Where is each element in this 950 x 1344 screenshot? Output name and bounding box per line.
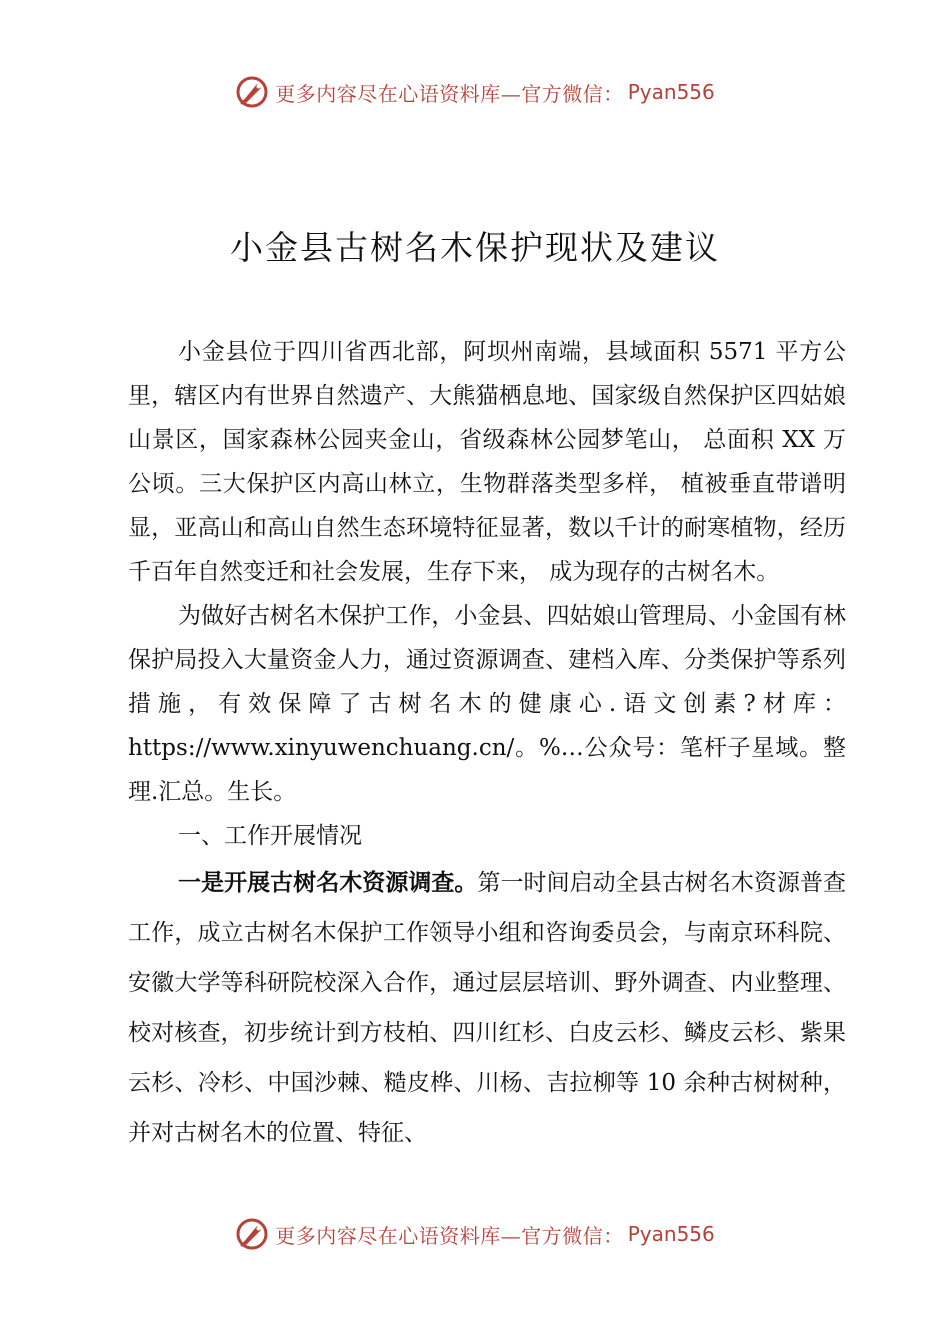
watermark-banner-top <box>0 72 950 112</box>
paragraph-protection: 为做好古树名木保护工作，小金县、四姑娘山管理局、小金国有林保护局投入大量资金人力，通过资源调查、建档入库、分类保护等系列措施，有效保障了古树名木的健康心.语文创素?材库：https://www.xinyuwenchuang.cn/。%…公众号：笔杆子星域。整理.汇总。生长。 <box>128 603 846 805</box>
section-heading: 一、工作开展情况 <box>178 823 362 849</box>
paragraph-survey <box>128 858 846 1158</box>
watermark-banner-bottom <box>0 1214 950 1254</box>
watermark-text: 更多内容尽在心语资料库—官方微信： <box>275 81 624 106</box>
pen-nib-logo-icon <box>235 1217 269 1251</box>
paragraph-survey-body: 第一时间启动全县古树名木资源普查工作，成立古树名木保护工作领导小组和咨询委员会，与南京环科院、安徽大学等科研院校深入合作，通过层层培训、野外调查、内业整理、校对核查，初步统计到方枝柏、四川红杉、白皮云杉、鳞皮云杉、紫果云杉、冷杉、中国沙棘、糙皮桦、川杨、吉拉柳等 10 余种古树树种，并对古树名木的位置、特征、 <box>128 870 847 1146</box>
watermark-wechat-id: Pyan556 <box>627 80 715 104</box>
watermark-text: 更多内容尽在心语资料库—官方微信： <box>275 1223 624 1248</box>
watermark-wechat-id: Pyan556 <box>627 1222 715 1246</box>
paragraph-intro: 小金县位于四川省西北部，阿坝州南端，县域面积 5571 平方公里，辖区内有世界自然遗产、大熊猫栖息地、国家级自然保护区四姑娘山景区，国家森林公园夹金山，省级森林公园梦笔山， 总面积 XX 万公顷。三大保护区内高山林立，生物群落类型多样， 植被垂直带谱明显，亚高山和高山自然生态环境特征显著，数以千计的耐寒植物，经历千百年自然变迁和社会发展，生存下来， 成为现存的古树名木。 <box>128 339 846 585</box>
paragraph-survey-lead: 一是开展古树名木资源调查。 <box>178 870 478 896</box>
document-title: 小金县古树名木保护现状及建议 <box>230 228 720 267</box>
pen-nib-logo-icon <box>235 75 269 109</box>
document-body <box>128 330 846 1158</box>
